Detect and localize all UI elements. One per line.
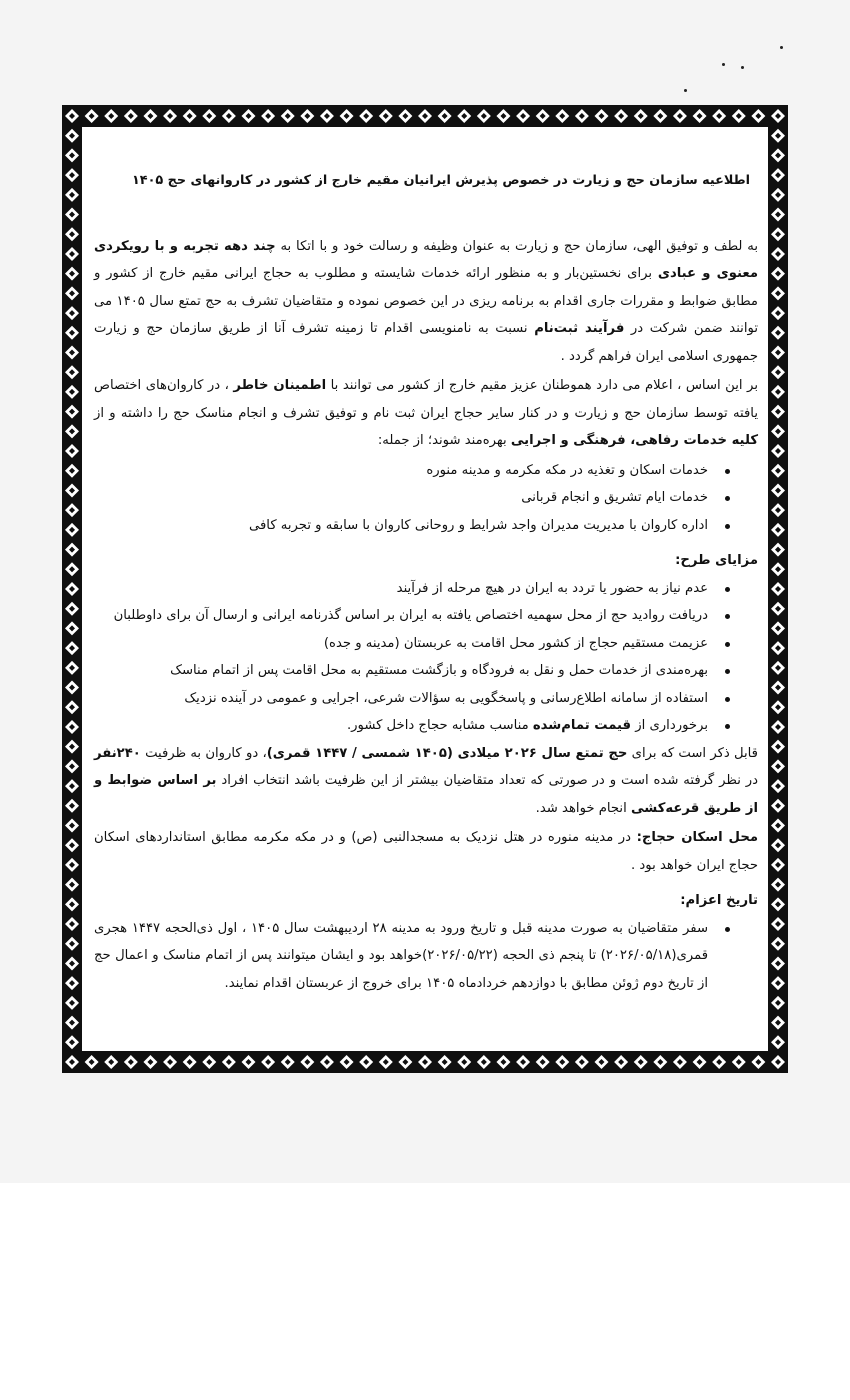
list-item: خدمات اسکان و تغذیه در مکه مکرمه و مدینه منوره [94,457,708,485]
border-diamond [496,109,510,123]
border-diamond [771,1016,785,1030]
border-diamond [771,503,785,517]
decorative-border-frame [62,105,788,1073]
border-diamond [771,740,785,754]
border-diamond [634,1055,648,1069]
border-diamond [771,385,785,399]
border-diamond [751,1055,765,1069]
document-content [94,167,758,997]
border-diamond [242,1055,256,1069]
border-diamond [771,562,785,576]
border-diamond [85,109,99,123]
border-diamond [771,1035,785,1049]
border-diamond [65,779,79,793]
border-diamond [65,996,79,1010]
border-diamond [261,109,275,123]
border-diamond [65,661,79,675]
border-diamond [65,956,79,970]
services-list [94,457,758,540]
border-diamond [359,109,373,123]
border-diamond [163,109,177,123]
border-diamond [771,523,785,537]
border-diamond [65,247,79,261]
border-diamond [771,878,785,892]
border-diamond [673,1055,687,1069]
border-diamond [65,799,79,813]
border-diamond [438,1055,452,1069]
border-diamond [65,523,79,537]
border-diamond [124,109,138,123]
border-diamond [555,109,569,123]
list-item: عزیمت مستقیم حجاج از کشور محل اقامت به عربستان (مدینه و جده) [94,630,708,658]
border-diamond [771,267,785,281]
border-diamond [65,346,79,360]
border-diamond [65,208,79,222]
border-diamond [65,858,79,872]
border-diamond [693,109,707,123]
border-diamond [65,700,79,714]
border-diamond [771,799,785,813]
border-diamond [771,129,785,143]
border-diamond [418,109,432,123]
scan-speck [780,46,783,49]
border-diamond [65,740,79,754]
border-diamond [320,109,334,123]
border-diamond [65,306,79,320]
border-diamond [65,819,79,833]
border-diamond [673,109,687,123]
scan-speck [684,89,687,92]
border-diamond [65,543,79,557]
border-diamond [65,503,79,517]
border-diamond [771,897,785,911]
border-diamond [340,109,354,123]
border-diamond [771,543,785,557]
border-diamond [516,1055,530,1069]
border-diamond [65,621,79,635]
border-diamond [575,1055,589,1069]
border-diamond [379,1055,393,1069]
border-diamond [65,562,79,576]
border-diamond [771,346,785,360]
border-diamond [65,129,79,143]
border-diamond [65,483,79,497]
border-diamond [65,720,79,734]
border-diamond [65,878,79,892]
border-diamond [771,700,785,714]
border-diamond [65,838,79,852]
border-diamond [771,227,785,241]
border-diamond [771,365,785,379]
border-diamond [634,109,648,123]
border-diamond [398,1055,412,1069]
border-diamond [65,109,79,123]
list-item: استفاده از سامانه اطلاع‌رسانی و پاسخگویی به سؤالات شرعی، اجرایی و عمومی در آینده نزدیک [94,685,708,713]
border-diamond [242,109,256,123]
border-diamond [222,1055,236,1069]
list-item: بهره‌مندی از خدمات حمل و نقل به فرودگاه و بازگشت مستقیم به محل اقامت پس از اتمام مناسک [94,657,708,685]
border-diamond [202,109,216,123]
border-diamond [771,326,785,340]
border-diamond [65,424,79,438]
border-diamond [653,109,667,123]
border-diamond [771,109,785,123]
border-diamond [65,227,79,241]
border-diamond [340,1055,354,1069]
list-item: خدمات ایام تشریق و انجام قربانی [94,484,708,512]
border-diamond [65,641,79,655]
border-diamond [457,109,471,123]
border-diamond [85,1055,99,1069]
list-item: سفر متقاضیان به صورت مدینه قبل و تاریخ ورود به مدینه ۲۸ اردیبهشت سال ۱۴۰۵ ، اول ذی‌الحجه ۱۴۴۷ هجری قمری(۲۰۲۶/۰۵/۱۸) تا پنجم ذی الحجه (۲۰۲۶/۰۵/۲۲)خواهد بود و ایشان میتوانند پس از اتمام مناسک و اعمال حج از تاریخ دوم ژوئن مطابق با دوازدهم خردادماه ۱۴۰۵ برای خروج از عربستان اقدام نمایند. [94,915,708,998]
border-diamond [595,1055,609,1069]
border-diamond [771,247,785,261]
border-diamond [65,148,79,162]
border-diamond [771,779,785,793]
border-diamond [771,602,785,616]
housing-paragraph: محل اسکان حجاج: در مدینه منوره در هتل نزدیک به مسجدالنبی (ص) و در مکه مکرمه مطابق استانداردهای اسکان حجاج ایران خواهد بود . [94,830,758,873]
border-diamond [183,109,197,123]
border-diamond [771,168,785,182]
border-diamond [771,759,785,773]
border-diamond [65,444,79,458]
border-diamond [555,1055,569,1069]
border-diamond [379,109,393,123]
advantages-list [94,575,758,740]
border-diamond [183,1055,197,1069]
border-diamond [771,188,785,202]
border-diamond [65,1035,79,1049]
border-diamond [477,109,491,123]
basis-paragraph: بر این اساس ، اعلام می دارد هموطنان عزیز مقیم خارج از کشور می توانند با اطمینان خاطر ، در کاروان‌های اختصاص یافته توسط سازمان حج و زیارت و در کنار سایر حجاج ایران ثبت نام و توفیق تشرف و انجام مناسک حج را داشته و از کلیه خدمات رفاهی، فرهنگی و اجرایی بهره‌مند شوند؛ از جمله: [94,378,758,448]
border-diamond [771,838,785,852]
border-diamond [65,168,79,182]
border-diamond [65,326,79,340]
border-diamond [536,109,550,123]
capacity-paragraph: قابل ذکر است که برای حج تمتع سال ۲۰۲۶ میلادی (۱۴۰۵ شمسی / ۱۴۴۷ قمری)، دو کاروان به ظرفیت ۲۴۰نفر در نظر گرفته شده است و در صورتی که تعداد متقاضیان بیشتر از این ظرفیت باشد انتخاب افراد بر اساس ضوابط و از طریق قرعه‌کشی انجام خواهد شد. [94,745,759,816]
border-diamond [771,286,785,300]
border-diamond [771,306,785,320]
border-diamond [438,109,452,123]
scan-speck [741,66,744,69]
border-diamond [712,109,726,123]
border-diamond [536,1055,550,1069]
border-diamond [65,759,79,773]
border-diamond [712,1055,726,1069]
border-diamond [65,267,79,281]
border-diamond [202,1055,216,1069]
departure-heading: تاریخ اعزام: [680,893,758,908]
border-diamond [516,109,530,123]
border-diamond [771,464,785,478]
border-diamond [418,1055,432,1069]
departure-list [94,915,758,998]
border-diamond [771,405,785,419]
border-diamond [65,464,79,478]
border-diamond [771,858,785,872]
advantages-heading: مزایای طرح: [675,553,758,568]
border-diamond [398,109,412,123]
border-diamond [281,109,295,123]
border-diamond [653,1055,667,1069]
list-item: دریافت روادید حج از محل سهمیه اختصاص یافته به ایران بر اساس گذرنامه ایرانی و ارسال آن برای داوطلبان [94,602,708,630]
border-diamond [65,405,79,419]
border-diamond [104,109,118,123]
border-diamond [65,582,79,596]
intro-paragraph: به لطف و توفیق الهی، سازمان حج و زیارت به عنوان وظیفه و رسالت خود و با اتکا به چند دهه تجربه و با رویکردی معنوی و عبادی برای نخستین‌بار و به منظور ارائه خدمات شایسته و مطلوب به حجاج ایرانی مقیم خارج از کشور و مطابق ضوابط و مقررات جاری اقدام به برنامه ریزی در این خصوص نموده و متقاضیان تشرف به حج تمتع سال ۱۴۰۵ می توانند ضمن شرکت در فرآیند ثبت‌نام نسبت به نامنویسی اقدام تا زمینه تشرف آنا از طریق سازمان حج و زیارت جمهوری اسلامی ایران فراهم گردد . [94,238,759,364]
border-diamond [771,1055,785,1069]
border-diamond [65,897,79,911]
border-diamond [65,365,79,379]
border-diamond [771,661,785,675]
document-title: اطلاعیه سازمان حج و زیارت در خصوص پذیرش ایرانیان مقیم خارج از کشور در کاروانهای حج ۱۴۰۵ [131,173,751,188]
border-diamond [771,996,785,1010]
border-diamond [124,1055,138,1069]
border-diamond [300,1055,314,1069]
border-diamond [771,208,785,222]
border-diamond [771,937,785,951]
document-body [82,127,768,1051]
border-diamond [320,1055,334,1069]
border-diamond [771,424,785,438]
border-diamond [477,1055,491,1069]
border-diamond [163,1055,177,1069]
border-diamond [771,483,785,497]
border-diamond [771,582,785,596]
border-diamond [65,602,79,616]
border-diamond [614,1055,628,1069]
border-diamond [771,641,785,655]
border-diamond [222,109,236,123]
border-diamond [575,109,589,123]
border-diamond [771,976,785,990]
list-item: برخورداری از قیمت تمام‌شده مناسب مشابه حجاج داخل کشور. [94,712,708,740]
border-diamond [65,1055,79,1069]
list-item: اداره کاروان با مدیریت مدیران واجد شرایط و روحانی کاروان با سابقه و تجربه کافی [94,512,708,540]
border-diamond [771,819,785,833]
border-diamond [771,917,785,931]
border-diamond [65,937,79,951]
border-diamond [732,109,746,123]
border-diamond [65,1016,79,1030]
scan-speck [722,63,725,66]
border-diamond [595,109,609,123]
border-diamond [65,188,79,202]
border-diamond [496,1055,510,1069]
border-diamond [300,109,314,123]
border-diamond [732,1055,746,1069]
border-diamond [771,444,785,458]
border-diamond [751,109,765,123]
border-diamond [143,1055,157,1069]
border-diamond [771,956,785,970]
border-diamond [261,1055,275,1069]
border-diamond [65,286,79,300]
border-diamond [771,148,785,162]
border-diamond [771,681,785,695]
border-diamond [693,1055,707,1069]
border-diamond [771,621,785,635]
border-diamond [65,917,79,931]
border-diamond [457,1055,471,1069]
border-diamond [104,1055,118,1069]
border-diamond [143,109,157,123]
border-diamond [359,1055,373,1069]
border-diamond [614,109,628,123]
border-diamond [65,681,79,695]
border-diamond [281,1055,295,1069]
list-item: عدم نیاز به حضور یا تردد به ایران در هیچ مرحله از فرآیند [94,575,708,603]
border-diamond [771,720,785,734]
border-diamond [65,385,79,399]
border-diamond [65,976,79,990]
